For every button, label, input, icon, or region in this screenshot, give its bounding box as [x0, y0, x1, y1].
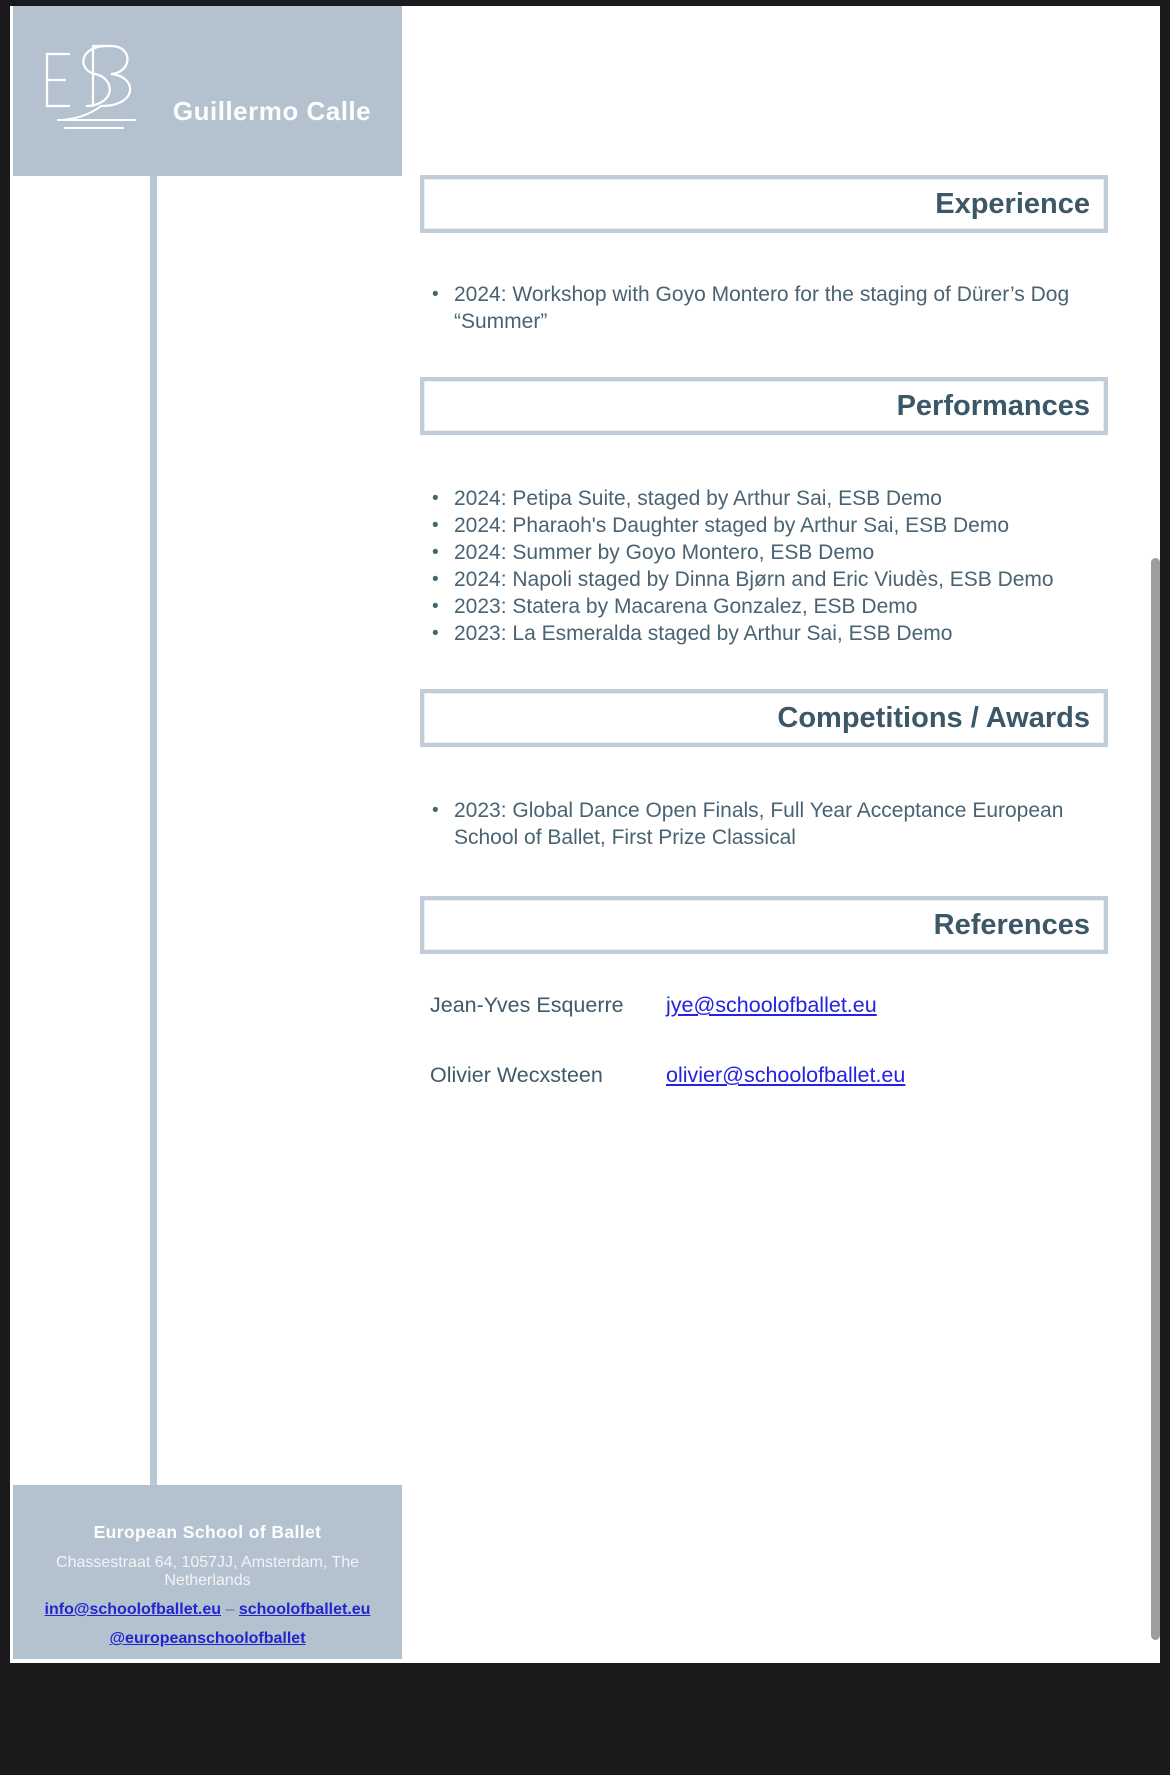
experience-list — [428, 281, 1080, 335]
list-item: • 2024: Pharaoh's Daughter staged by Arthur Sai, ESB Demo — [428, 512, 1080, 539]
section-header-performances — [420, 377, 1108, 435]
reference-email-link[interactable]: jye@schoolofballet.eu — [666, 993, 877, 1017]
main-content — [420, 175, 1110, 1135]
column-divider — [150, 176, 157, 1485]
footer-separator: – — [225, 1601, 235, 1618]
list-item: • 2024: Workshop with Goyo Montero for the staging of Dürer’s Dog “Summer” — [428, 281, 1080, 335]
performances-list — [428, 485, 1080, 647]
footer-email-link[interactable]: info@schoolofballet.eu — [44, 1601, 222, 1618]
vertical-scrollbar-thumb[interactable] — [1151, 558, 1160, 1640]
list-item: • 2024: Napoli staged by Dinna Bjørn and Eric Viudès, ESB Demo — [428, 566, 1080, 593]
section-header-competitions — [420, 689, 1108, 747]
list-item: • 2023: Global Dance Open Finals, Full Year Acceptance European School of Ballet, First Prize Classical — [428, 797, 1080, 851]
footer-links — [45, 1601, 371, 1619]
footer-school-name: European School of Ballet — [93, 1522, 322, 1542]
competitions-list — [428, 797, 1080, 851]
reference-email-link[interactable]: olivier@schoolofballet.eu — [666, 1063, 906, 1087]
section-title: References — [933, 908, 1090, 941]
section-header-references — [420, 896, 1108, 954]
candidate-name: Guillermo Calle — [172, 96, 372, 126]
footer-band — [13, 1485, 402, 1659]
footer-website-link[interactable]: schoolofballet.eu — [238, 1601, 371, 1618]
list-item: • 2024: Petipa Suite, staged by Arthur Sai, ESB Demo — [428, 485, 1080, 512]
reference-name: Olivier Wecxsteen — [430, 1063, 603, 1087]
section-title: Competitions / Awards — [777, 701, 1090, 734]
section-title: Performances — [896, 389, 1090, 422]
footer-social — [109, 1630, 305, 1648]
list-item: • 2023: La Esmeralda staged by Arthur Sai, ESB Demo — [428, 620, 1080, 647]
footer-address: Chassestraat 64, 1057JJ, Amsterdam, The Netherlands — [56, 1554, 359, 1589]
esb-logo-icon — [35, 32, 155, 142]
list-item: • 2023: Statera by Macarena Gonzalez, ESB Demo — [428, 593, 1080, 620]
cv-page — [10, 6, 1160, 1663]
footer-social-link[interactable]: @europeanschoolofballet — [109, 1630, 306, 1647]
header-band — [13, 6, 402, 176]
reference-row — [430, 1063, 1090, 1088]
section-title: Experience — [935, 187, 1090, 220]
reference-row — [430, 993, 1090, 1018]
list-item: • 2024: Summer by Goyo Montero, ESB Demo — [428, 539, 1080, 566]
reference-name: Jean-Yves Esquerre — [430, 993, 624, 1017]
section-header-experience — [420, 175, 1108, 233]
